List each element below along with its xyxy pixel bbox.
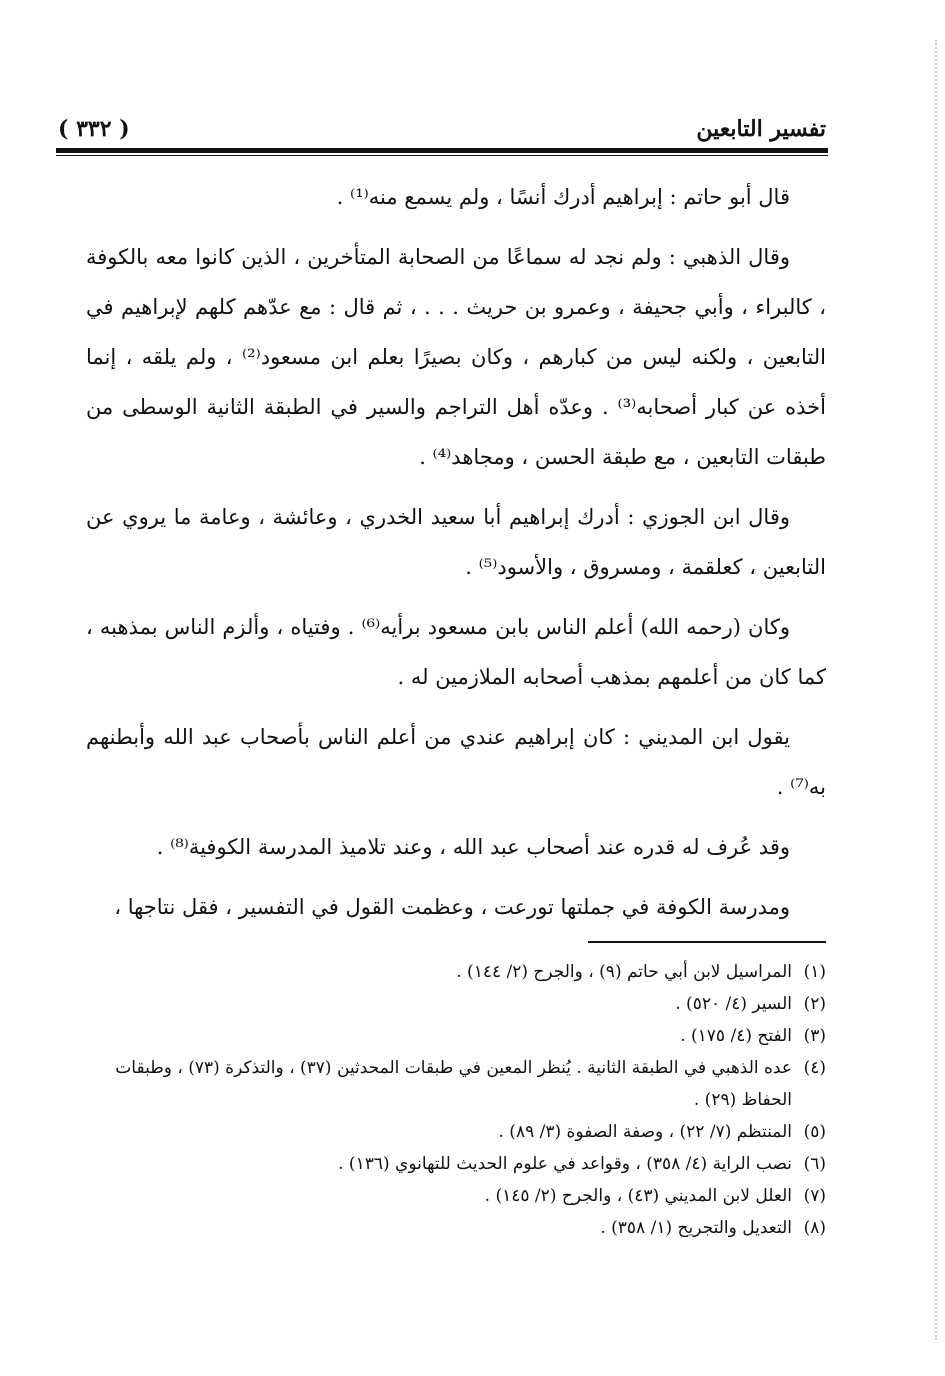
body-text	[86, 172, 826, 942]
footnote	[86, 1116, 826, 1148]
footnote-text: عده الذهبي في الطبقة الثانية . يُنظر المعين في طبقات المحدثين (٣٧) ، والتذكرة (٧٣) ، وطبقات الحفاظ (٢٩) .	[115, 1058, 792, 1110]
header-rule-thick	[56, 148, 828, 153]
paragraph: وكان (رحمه الله) أعلم الناس بابن مسعود برأيه⁽⁶⁾ . وفتياه ، وألزم الناس بمذهبه ، كما كان من أعلمهم بمذهب أصحابه الملازمين له .	[86, 615, 826, 689]
running-title: تفسير التابعين	[696, 116, 826, 142]
footnote-number: (٥)	[803, 1122, 826, 1142]
footnote-number: (٧)	[803, 1186, 826, 1206]
footnote	[86, 1020, 826, 1052]
footnotes	[86, 956, 826, 1244]
header-rule-thin	[56, 155, 828, 156]
footnote	[86, 1052, 826, 1116]
page-number: ( ٣٣٢ )	[58, 116, 130, 142]
footnote-number: (٣)	[803, 1026, 826, 1046]
footnote	[86, 1180, 826, 1212]
footnote-text: العلل لابن المديني (٤٣) ، والجرح (٢/ ١٤٥) .	[484, 1186, 792, 1206]
scan-edge-dots	[933, 40, 937, 1340]
footnote-number: (٢)	[803, 994, 826, 1014]
footnote	[86, 1212, 826, 1244]
footnote-text: السير (٤/ ٥٢٠) .	[675, 994, 792, 1014]
footnote-text: التعديل والتجريح (١/ ٣٥٨) .	[600, 1218, 792, 1238]
footnote	[86, 988, 826, 1020]
paragraph: وقال الذهبي : ولم نجد له سماعًا من الصحابة المتأخرين ، الذين كانوا معه بالكوفة ، كالبراء ، وأبي جحيفة ، وعمرو بن حريث . . . ، ثم قال : مع عدّهم كلهم لإبراهيم في التابعين ، ولكنه ليس من كبارهم ، وكان بصيرًا بعلم ابن مسعود⁽²⁾ ، ولم يلقه ، إنما أخذه عن كبار أصحابه⁽³⁾ . وعدّه أهل التراجم والسير في الطبقة الثانية الوسطى من طبقات التابعين ، مع طبقة الحسن ، ومجاهد⁽⁴⁾ .	[86, 245, 826, 469]
paragraph: يقول ابن المديني : كان إبراهيم عندي من أعلم الناس بأصحاب عبد الله وأبطنهم به⁽⁷⁾ .	[86, 725, 826, 799]
paragraph: وقال ابن الجوزي : أدرك إبراهيم أبا سعيد الخدري ، وعائشة ، وعامة ما يروي عن التابعين ، كعلقمة ، ومسروق ، والأسود⁽⁵⁾ .	[86, 505, 826, 579]
footnote-number: (٦)	[803, 1154, 826, 1174]
footnote-number: (١)	[803, 962, 826, 982]
paragraph: قال أبو حاتم : إبراهيم أدرك أنسًا ، ولم يسمع منه⁽¹⁾ .	[336, 185, 790, 209]
footnote-text: الفتح (٤/ ١٧٥) .	[680, 1026, 792, 1046]
footnote-text: المراسيل لابن أبي حاتم (٩) ، والجرح (٢/ ١٤٤) .	[456, 962, 792, 982]
footnote	[86, 1148, 826, 1180]
footnote-text: المنتظم (٧/ ٢٢) ، وصفة الصفوة (٣/ ٨٩) .	[498, 1122, 792, 1142]
running-header	[58, 112, 826, 146]
footnote-separator	[588, 941, 826, 943]
paragraph: وقد عُرف له قدره عند أصحاب عبد الله ، وعند تلاميذ المدرسة الكوفية⁽⁸⁾ .	[156, 835, 790, 859]
footnote-text: نصب الراية (٤/ ٣٥٨) ، وقواعد في علوم الحديث للتهانوي (١٣٦) .	[338, 1154, 792, 1174]
paragraph: ومدرسة الكوفة في جملتها تورعت ، وعظمت القول في التفسير ، فقل نتاجها ،	[114, 895, 790, 919]
footnote-number: (٤)	[803, 1058, 826, 1078]
footnote-number: (٨)	[803, 1218, 826, 1238]
footnote	[86, 956, 826, 988]
